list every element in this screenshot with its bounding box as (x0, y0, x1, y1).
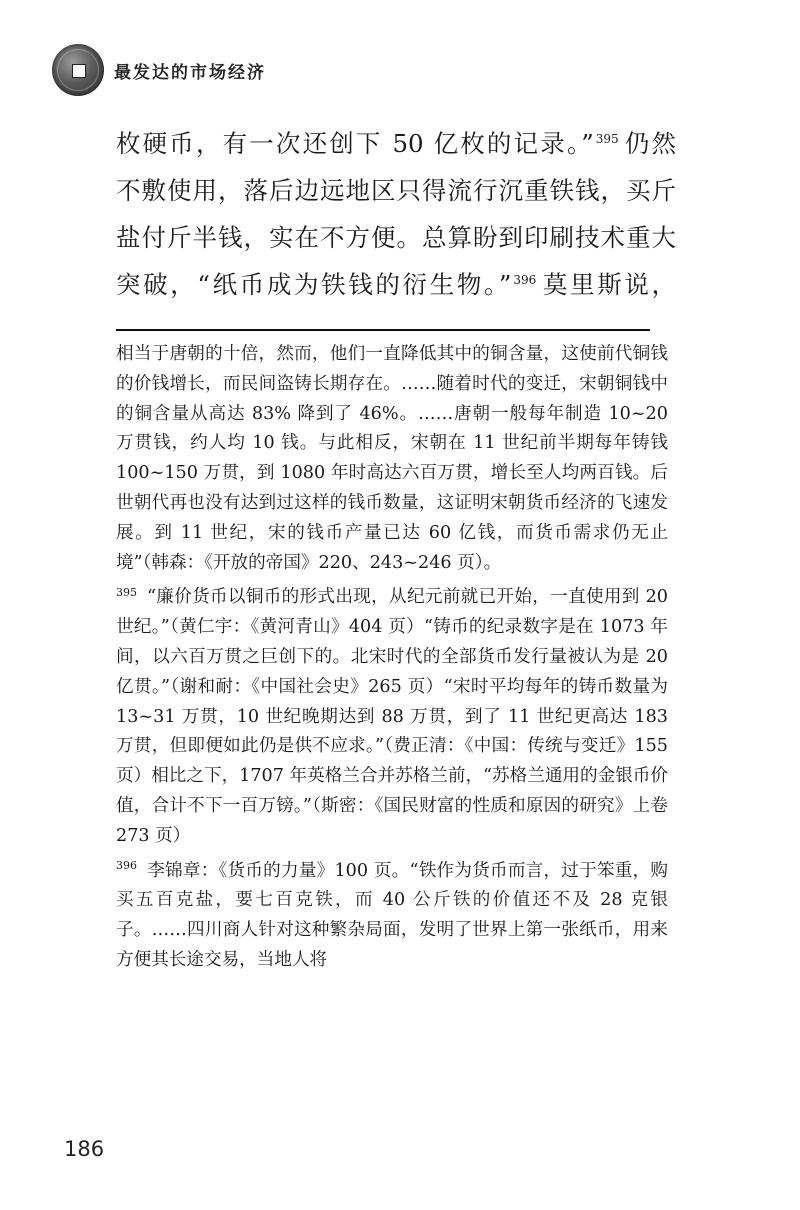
main-line-4 (116, 261, 676, 308)
running-header (52, 40, 266, 100)
footnote-395 (116, 583, 668, 851)
header-title: 最发达的市场经济 (114, 62, 266, 83)
main-line-4-text: 突破，“纸币成为铁钱的衍生物。” (116, 270, 512, 299)
coin-icon (52, 44, 104, 96)
footnote-number-396: 396 (116, 858, 137, 872)
main-line-2: 不敷使用，落后边远地区只得流行沉重铁钱，买斤 (116, 176, 676, 205)
footnote-396 (116, 857, 668, 976)
footnote-continued: 相当于唐朝的十倍，然而，他们一直降低其中的铜含量，这使前代铜钱的价钱增长，而民间盗铸长期存在。……随着时代的变迁，宋朝铜钱中的铜含量从高达 83% 降到了 46%。……唐朝一般每年制造 10~20 万贯钱，约人均 10 钱。与此相反，宋朝在 11 世纪前半期每年铸钱 100~150 万贯，到 1080 年时高达六百万贯，增长至人均两百钱。后世朝代再也没有达到过这样的钱币数量，这证明宋朝货币经济的飞速发展。到 11 世纪，宋的钱币产量已达 60 亿钱，而货币需求仍无止境”（韩森：《开放的帝国》220、243~246 页）。 (116, 344, 668, 573)
footnote-ref-396[interactable]: 396 (513, 272, 537, 287)
main-line-1-tail: 仍然 (622, 129, 676, 158)
main-line-3: 盐付斤半钱，实在不方便。总算盼到印刷技术重大 (116, 223, 676, 252)
main-text (116, 120, 676, 308)
footnote-ref-395[interactable]: 395 (595, 131, 619, 146)
main-line-1-text: 枚硬币，有一次还创下 50 亿枚的记录。” (116, 129, 594, 158)
main-line-4-tail: 莫里斯说， (540, 270, 676, 299)
footnote-number-395: 395 (116, 585, 137, 599)
page-number: 186 (64, 1137, 105, 1161)
main-line-1 (116, 120, 676, 167)
footnote-395-text: “廉价货币以铜币的形式出现，从纪元前就已开始，一直使用到 20 世纪。”（黄仁宇：《黄河青山》404 页）“铸币的纪录数字是在 1073 年间，以六百万贯之巨创下的。北宋时代的全部货币发行量被认为是 20 亿贯。”（谢和耐：《中国社会史》265 页）“宋时平均每年的铸币数量为 13~31 万贯，10 世纪晚期达到 88 万贯，到了 11 世纪更高达 183 万贯，但即便如此仍是供不应求。”（费正清：《中国：传统与变迁》155 页）相比之下，1707 年英格兰合并苏格兰前，“苏格兰通用的金银币价值，合计不下一百万镑。”（斯密：《国民财富的性质和原因的研究》上卷 273 页） (116, 587, 668, 846)
footnotes (116, 340, 668, 981)
footnote-396-text: 李锦章：《货币的力量》100 页。“铁作为货币而言，过于笨重，购买五百克盐，要七百克铁，而 40 公斤铁的价值还不及 28 克银子。……四川商人针对这种繁杂局面，发明了世界上第一张纸币，用来方便其长途交易，当地人将 (116, 860, 668, 970)
coin-square-hole (72, 64, 86, 78)
footnote-divider (116, 329, 650, 331)
